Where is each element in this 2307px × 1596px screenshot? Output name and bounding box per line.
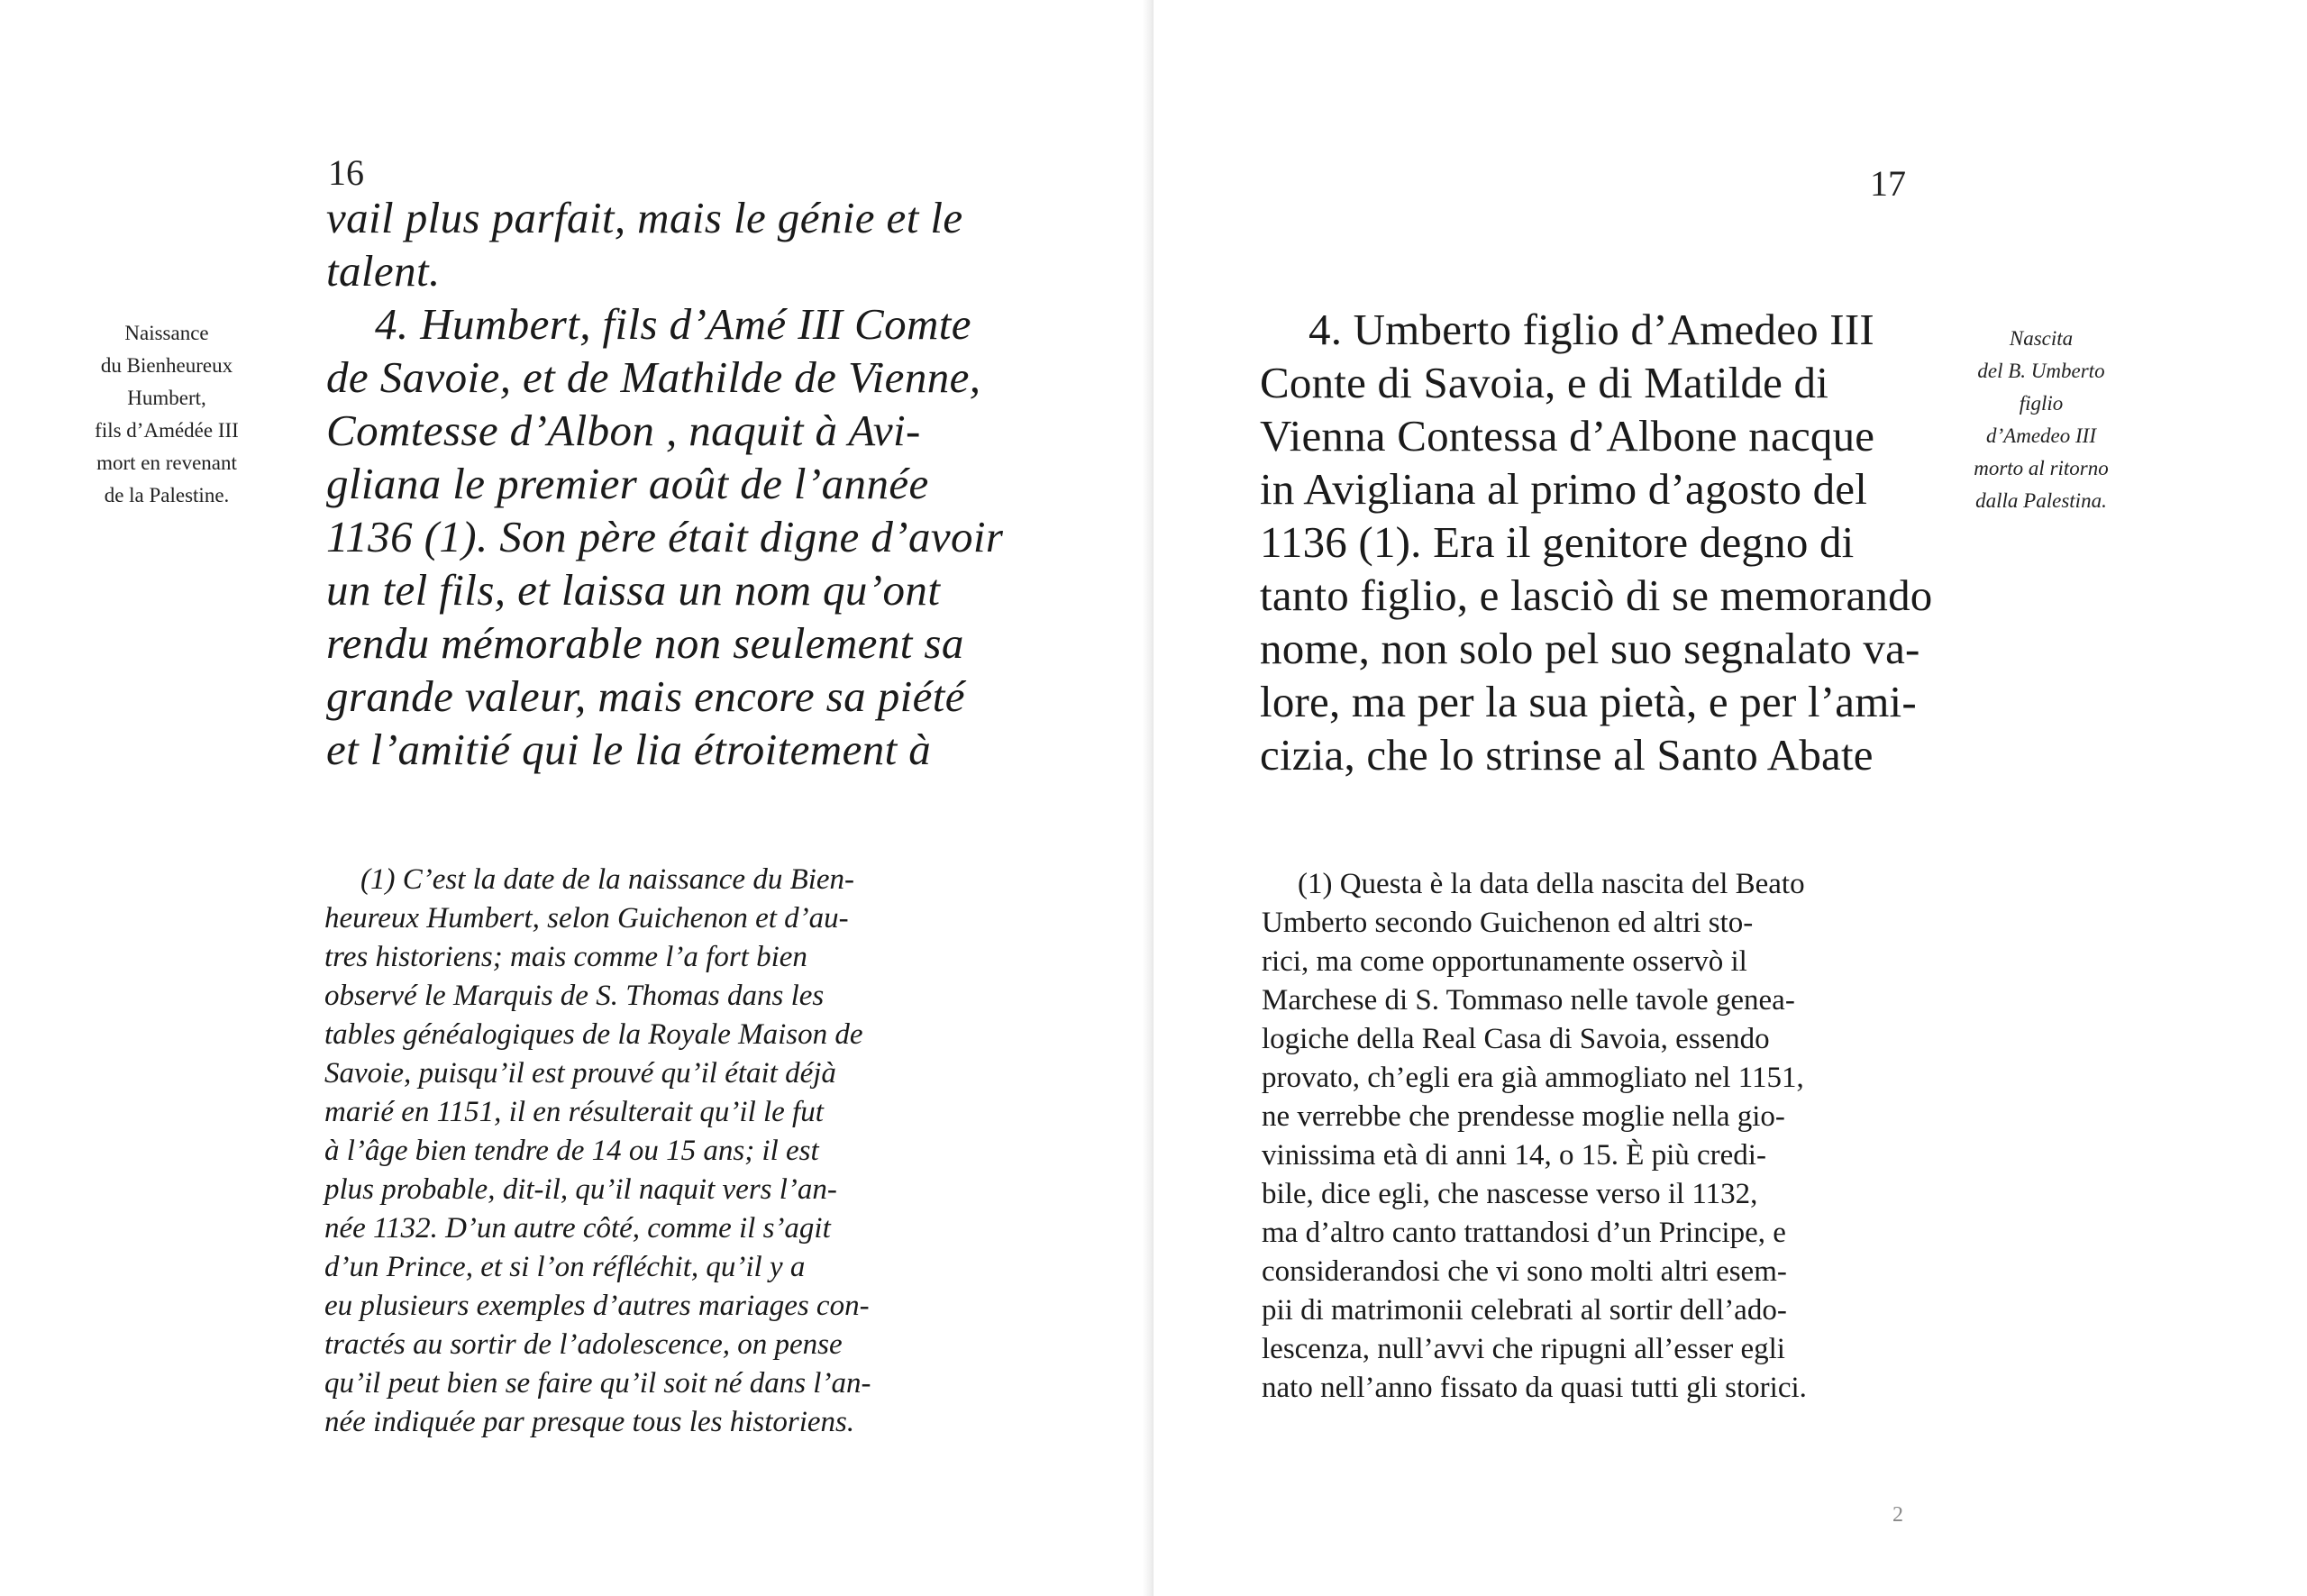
text-line: un tel fils, et laissa un nom qu’ont: [326, 565, 941, 615]
margin-note-line: Humbert,: [127, 387, 206, 409]
footnote-line: nato nell’anno fissato da quasi tutti gli storici.: [1262, 1372, 1807, 1404]
left-margin-note: [54, 317, 279, 512]
footnote-line: (1) C’est la date de la naissance du Bien-: [360, 863, 855, 896]
margin-note-line: Naissance: [124, 322, 209, 344]
text-line: lore, ma per la sua pietà, e per l’ami-: [1260, 677, 1917, 726]
text-line: et l’amitié qui le lia étroitement à: [326, 725, 932, 774]
footnote-line: marié en 1151, il en résulterait qu’il le fut: [324, 1096, 824, 1128]
text-line: 4. Umberto figlio d’Amedeo III: [1309, 305, 1874, 354]
footnote-line: qu’il peut bien se faire qu’il soit né dans l’an-: [324, 1367, 871, 1400]
margin-note-line: Nascita: [2009, 327, 2074, 350]
footnote-line: observé le Marquis de S. Thomas dans les: [324, 980, 825, 1012]
footnote-line: tres historiens; mais comme l’a fort bien: [324, 941, 807, 973]
footnote-line: heureux Humbert, selon Guichenon et d’au-: [324, 902, 849, 935]
text-line: de Savoie, et de Mathilde de Vienne,: [326, 352, 981, 402]
text-line: Vienna Contessa d’Albone nacque: [1260, 411, 1875, 461]
margin-note-line: del B. Umberto: [1977, 360, 2105, 382]
margin-note-line: d’Amedeo III: [1986, 424, 2096, 447]
footnote-line: d’un Prince, et si l’on réfléchit, qu’il y a: [324, 1251, 806, 1283]
margin-note-line: dalla Palestina.: [1975, 489, 2107, 512]
margin-note-line: mort en revenant: [96, 451, 237, 474]
margin-note-line: morto al ritorno: [1974, 457, 2109, 479]
text-line: grande valeur, mais encore sa piété: [326, 671, 965, 721]
text-line: 1136 (1). Era il genitore degno di: [1260, 517, 1855, 567]
text-line: 4. Humbert, fils d’Amé III Comte: [375, 299, 971, 349]
right-page-number: 17: [1870, 163, 1906, 204]
footnote-line: tractés au sortir de l’adolescence, on pense: [324, 1328, 843, 1361]
text-line: talent.: [326, 246, 441, 296]
left-page-number: 16: [328, 152, 364, 193]
right-margin-note: [1929, 323, 2154, 517]
footnote-line: provato, ch’egli era già ammogliato nel 1151,: [1262, 1062, 1804, 1094]
text-line: nome, non solo pel suo segnalato va-: [1260, 624, 1920, 673]
footnote-line: rici, ma come opportunamente osservò il: [1262, 945, 1747, 978]
right-footnote: [1262, 865, 1807, 1408]
text-line: tanto figlio, e lasciò di se memorando: [1260, 570, 1933, 620]
footnote-line: à l’âge bien tendre de 14 ou 15 ans; il est: [324, 1135, 819, 1167]
text-line: vail plus parfait, mais le génie et le: [326, 193, 963, 242]
footnote-line: eu plusieurs exemples d’autres mariages con-: [324, 1290, 870, 1322]
footnote-line: plus probable, dit-il, qu’il naquit vers l’an-: [324, 1173, 837, 1206]
footnote-line: lescenza, null’avvi che ripugni all’esser egli: [1262, 1333, 1785, 1365]
text-line: Comtesse d’Albon , naquit à Avi-: [326, 406, 921, 455]
text-line: rendu mémorable non seulement sa: [326, 618, 964, 668]
left-footnote: [324, 861, 871, 1442]
text-line: gliana le premier août de l’année: [326, 459, 929, 508]
footnote-line: née 1132. D’un autre côté, comme il s’agit: [324, 1212, 831, 1245]
right-page: [1154, 0, 2307, 1596]
footnote-line: tables généalogiques de la Royale Maison de: [324, 1018, 863, 1051]
text-line: Conte di Savoia, e di Matilde di: [1260, 358, 1829, 407]
margin-note-line: figlio: [2019, 392, 2064, 415]
text-line: 1136 (1). Son père était digne d’avoir: [326, 512, 1004, 561]
footnote-line: Savoie, puisqu’il est prouvé qu’il était déjà: [324, 1057, 836, 1090]
footnote-line: vinissima età di anni 14, o 15. È più credi-: [1262, 1139, 1766, 1172]
text-line: cizia, che lo strinse al Santo Abate: [1260, 730, 1874, 780]
margin-note-line: du Bienheureux: [100, 354, 233, 377]
footnote-line: pii di matrimonii celebrati al sortir dell’ado-: [1262, 1294, 1787, 1327]
footnote-line: ma d’altro canto trattandosi d’un Principe, e: [1262, 1217, 1786, 1249]
right-main-text: [1260, 303, 1933, 781]
footnote-line: bile, dice egli, che nascesse verso il 1132,: [1262, 1178, 1758, 1210]
footnote-line: considerandosi che vi sono molti altri esem-: [1262, 1255, 1787, 1288]
signature-mark: 2: [1892, 1503, 1903, 1527]
margin-note-line: de la Palestine.: [104, 484, 230, 506]
footnote-line: Marchese di S. Tommaso nelle tavole genea-: [1262, 984, 1795, 1017]
footnote-line: ne verrebbe che prendesse moglie nella gio-: [1262, 1100, 1785, 1133]
footnote-line: née indiquée par presque tous les historiens.: [324, 1406, 855, 1438]
footnote-line: logiche della Real Casa di Savoia, essendo: [1262, 1023, 1770, 1055]
footnote-line: Umberto secondo Guichenon ed altri sto-: [1262, 907, 1754, 939]
text-line: in Avigliana al primo d’agosto del: [1260, 464, 1868, 514]
left-main-text: [326, 191, 1003, 776]
footnote-line: (1) Questa è la data della nascita del Beato: [1298, 868, 1805, 900]
margin-note-line: fils d’Amédée III: [95, 419, 239, 442]
